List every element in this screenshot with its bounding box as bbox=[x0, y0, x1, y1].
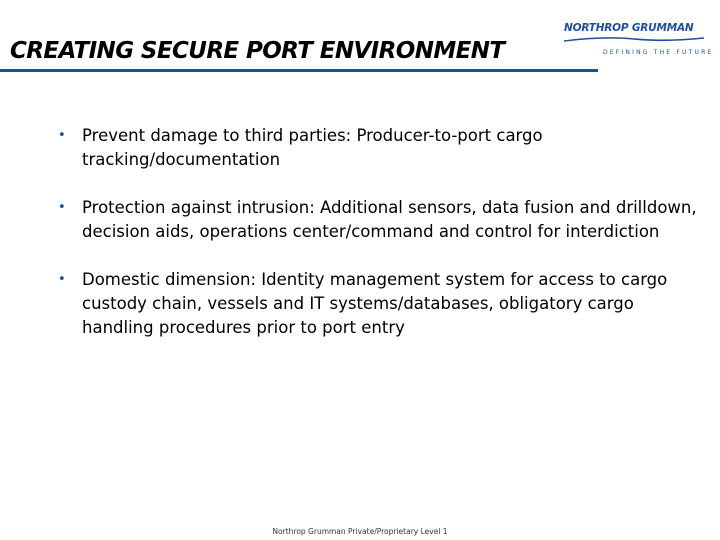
bullet-item bbox=[58, 124, 698, 172]
bullet-icon: • bbox=[58, 128, 66, 143]
bullet-text: Domestic dimension: Identity management system for access to cargo custody chain, vessels and IT systems/databases, obligatory cargo handling procedures prior to port entry bbox=[82, 270, 668, 337]
bullet-list bbox=[58, 124, 698, 364]
bullet-text: Prevent damage to third parties: Producer-to-port cargo tracking/documentation bbox=[82, 126, 543, 169]
bullet-icon: • bbox=[58, 272, 66, 287]
logo-tagline: DEFINING THE FUTURE bbox=[603, 49, 714, 56]
footer-confidentiality-note: Northrop Grumman Private/Proprietary Level 1 bbox=[272, 527, 448, 536]
bullet-item bbox=[58, 268, 698, 340]
company-logo bbox=[562, 22, 712, 62]
slide-title: CREATING SECURE PORT ENVIRONMENT bbox=[10, 38, 505, 64]
bullet-icon: • bbox=[58, 200, 66, 215]
logo-wordmark: NORTHROP GRUMMAN bbox=[564, 22, 694, 34]
bullet-item bbox=[58, 196, 698, 244]
logo-swoosh-icon bbox=[564, 35, 704, 45]
title-underline bbox=[0, 69, 598, 72]
bullet-text: Protection against intrusion: Additional sensors, data fusion and drilldown, decision aids, operations center/command and control for interdiction bbox=[82, 198, 697, 241]
